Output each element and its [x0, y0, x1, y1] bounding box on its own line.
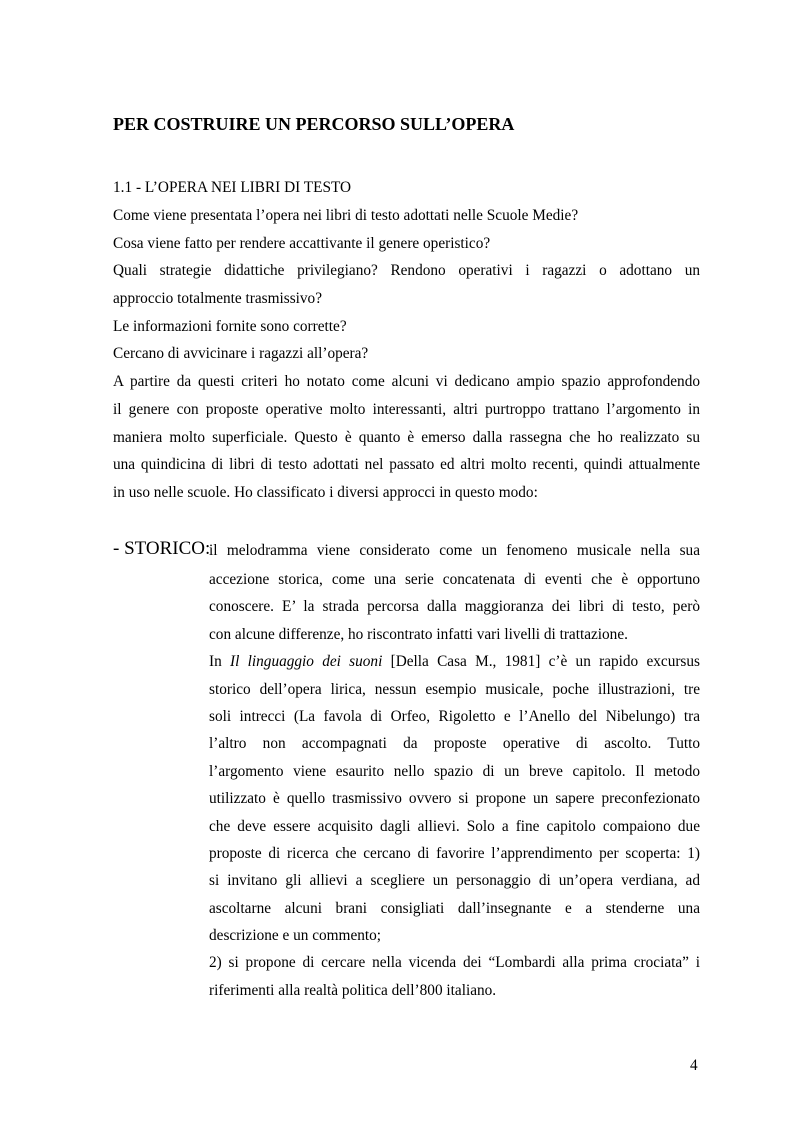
text-line: A partire da questi criteri ho notato come alcuni vi dedicano ampio spazio approfondendo	[113, 373, 700, 391]
text-line: utilizzato è quello trasmissivo ovvero si propone un sapere preconfezionato	[209, 790, 700, 808]
text-line	[209, 652, 700, 679]
text-line: Le informazioni fornite sono corrette?	[113, 317, 347, 335]
storico-body	[209, 570, 700, 1008]
text-line: il genere con proposte operative molto interessanti, altri purtroppo trattano l’argomento in	[113, 400, 700, 418]
intro-text	[113, 206, 700, 511]
text-fragment: [Della Casa M., 1981] c’è un rapido excursus	[390, 653, 700, 671]
storico-label: - STORICO:	[113, 538, 211, 559]
text-line: una quindicina di libri di testo adottati nel passato ed altri molto recenti, quindi attualmente	[113, 456, 700, 474]
text-fragment: In	[209, 653, 222, 671]
text-line: maniera molto superficiale. Questo è quanto è emerso dalla rassegna che ho realizzato su	[113, 428, 700, 446]
text-line: Quali strategie didattiche privilegiano? Rendono operativi i ragazzi o adottano un	[113, 262, 700, 280]
book-title: Il linguaggio dei suoni	[230, 653, 383, 671]
text-line: approccio totalmente trasmissivo?	[113, 290, 322, 308]
text-line: riferimenti alla realtà politica dell’800 italiano.	[209, 981, 497, 999]
text-line: in uso nelle scuole. Ho classificato i diversi approcci in questo modo:	[113, 483, 538, 501]
section-heading: 1.1 - L’OPERA NEI LIBRI DI TESTO	[113, 179, 352, 196]
text-line: ascoltarne alcuni brani consigliati dall’insegnante e a stenderne una	[209, 899, 700, 917]
page-title: PER COSTRUIRE UN PERCORSO SULL’OPERA	[113, 114, 515, 134]
text-line: accezione storica, come una serie concatenata di eventi che è opportuno	[209, 571, 700, 588]
text-line: Come viene presentata l’opera nei libri di testo adottati nelle Scuole Medie?	[113, 207, 579, 224]
text-line: conoscere. E’ la strada percorsa dalla maggioranza dei libri di testo, però	[209, 598, 700, 616]
text-line: che deve essere acquisito dagli allievi. Solo a fine capitolo compaiono due	[209, 817, 700, 835]
text-line: descrizione e un commento;	[209, 927, 382, 945]
text-line: 2) si propone di cercare nella vicenda dei “Lombardi alla prima crociata” i	[209, 954, 700, 972]
page-number: 4	[690, 1057, 698, 1074]
text-line: proposte di ricerca che cercano di favorire l’apprendimento per scoperta: 1)	[209, 844, 700, 862]
text-line: si invitano gli allievi a scegliere un personaggio di un’opera verdiana, ad	[209, 872, 700, 890]
text-line: l’argomento viene esaurito nello spazio di un breve capitolo. Il metodo	[209, 762, 700, 780]
text-line: soli intrecci (La favola di Orfeo, Rigoletto e l’Anello del Nibelungo) tra	[209, 707, 700, 725]
text-line: Cosa viene fatto per rendere accattivante il genere operistico?	[113, 234, 491, 252]
text-line: Cercano di avvicinare i ragazzi all’opera?	[113, 345, 369, 363]
text-line: storico dell’opera lirica, nessun esempio musicale, poche illustrazioni, tre	[209, 680, 700, 698]
text-line: il melodramma viene considerato come un fenomeno musicale nella sua	[209, 542, 700, 559]
text-line: con alcune differenze, ho riscontrato infatti vari livelli di trattazione.	[209, 625, 628, 643]
text-line: l’altro non accompagnati da proposte operative di ascolto. Tutto	[209, 735, 700, 753]
